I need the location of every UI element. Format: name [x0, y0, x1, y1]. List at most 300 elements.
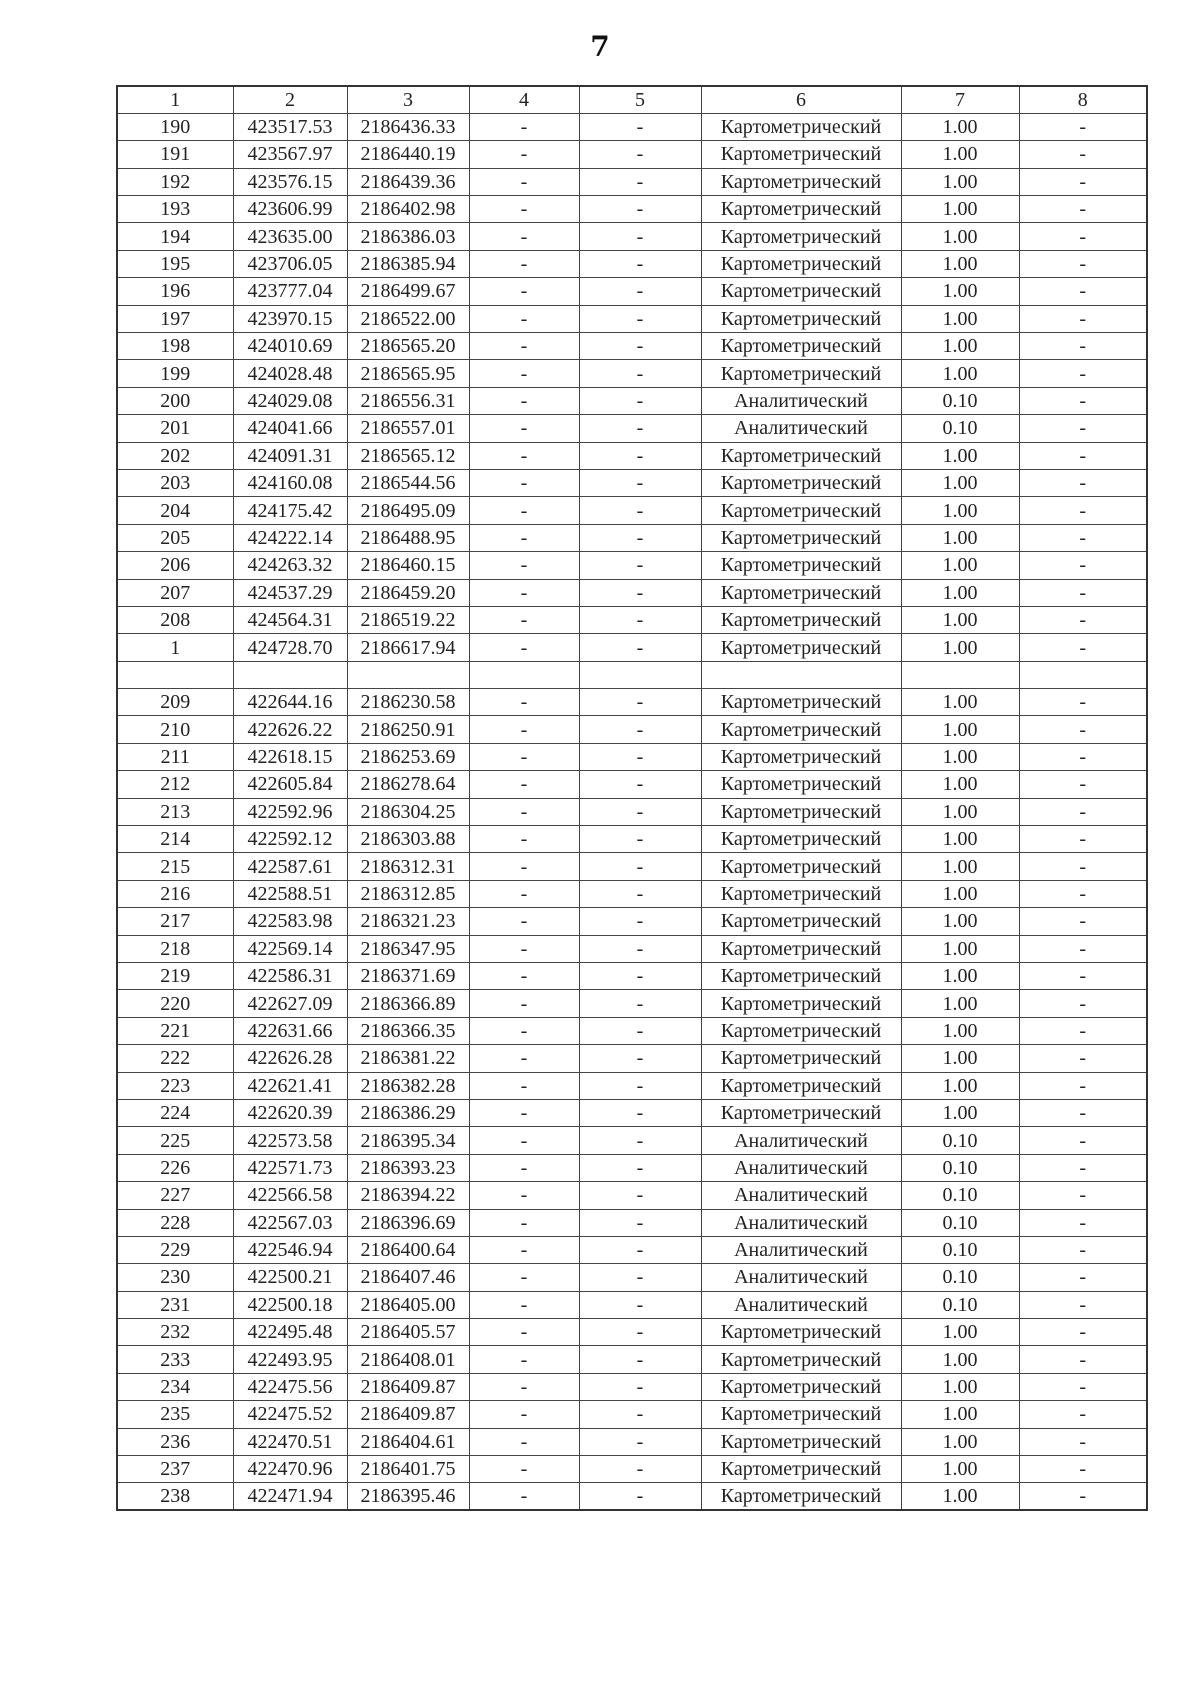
table-cell: Картометрический [701, 1428, 901, 1455]
table-cell: 422500.21 [233, 1264, 347, 1291]
table-cell: 1.00 [901, 826, 1019, 853]
column-header: 2 [233, 86, 347, 113]
table-cell: 424160.08 [233, 469, 347, 496]
table-cell: - [469, 1346, 579, 1373]
table-cell: 1.00 [901, 442, 1019, 469]
table-cell: - [579, 963, 701, 990]
table-cell: 210 [117, 716, 233, 743]
table-cell: 214 [117, 826, 233, 853]
table-cell: 1.00 [901, 305, 1019, 332]
table-cell: - [1019, 196, 1147, 223]
table-cell [347, 661, 469, 688]
table-cell: 424222.14 [233, 524, 347, 551]
table-cell: Картометрический [701, 1099, 901, 1126]
table-cell: - [469, 853, 579, 880]
table-cell: Картометрический [701, 1401, 901, 1428]
table-cell: - [579, 1209, 701, 1236]
table-cell: - [469, 415, 579, 442]
table-row [117, 1236, 1147, 1263]
table-cell: 2186405.00 [347, 1291, 469, 1318]
table-cell: - [469, 935, 579, 962]
table-cell: - [1019, 1099, 1147, 1126]
table-cell: 424175.42 [233, 497, 347, 524]
table-cell: 2186396.69 [347, 1209, 469, 1236]
table-row [117, 387, 1147, 414]
table-cell: - [469, 1017, 579, 1044]
table-cell [579, 661, 701, 688]
table-cell: - [1019, 141, 1147, 168]
table-cell: 2186557.01 [347, 415, 469, 442]
column-header: 3 [347, 86, 469, 113]
table-cell: 1.00 [901, 278, 1019, 305]
table-cell: Картометрический [701, 771, 901, 798]
table-row [117, 1319, 1147, 1346]
table-cell: 2186382.28 [347, 1072, 469, 1099]
table-cell: - [579, 524, 701, 551]
table-cell: 216 [117, 880, 233, 907]
table-cell: 422546.94 [233, 1236, 347, 1263]
table-row [117, 963, 1147, 990]
table-cell: - [1019, 1182, 1147, 1209]
table-cell: 422569.14 [233, 935, 347, 962]
table-cell: 201 [117, 415, 233, 442]
table-cell: 232 [117, 1319, 233, 1346]
table-cell: 1.00 [901, 935, 1019, 962]
table-cell: 0.10 [901, 387, 1019, 414]
table-cell: - [469, 552, 579, 579]
table-cell: 1.00 [901, 908, 1019, 935]
table-cell: 2186459.20 [347, 579, 469, 606]
table-row [117, 141, 1147, 168]
table-cell: 2186488.95 [347, 524, 469, 551]
page-number: 7 [590, 30, 610, 63]
table-row [117, 826, 1147, 853]
table-cell: - [579, 908, 701, 935]
table-cell: - [1019, 524, 1147, 551]
table-cell: - [469, 113, 579, 140]
table-row [117, 1346, 1147, 1373]
table-cell [901, 661, 1019, 688]
table-cell: 422470.51 [233, 1428, 347, 1455]
table-cell: 424564.31 [233, 606, 347, 633]
table-cell: 1.00 [901, 552, 1019, 579]
table-cell: Картометрический [701, 278, 901, 305]
table-cell: 1.00 [901, 963, 1019, 990]
table-cell: 422493.95 [233, 1346, 347, 1373]
table-cell: 2186312.85 [347, 880, 469, 907]
table-cell: 422631.66 [233, 1017, 347, 1044]
table-cell: 424537.29 [233, 579, 347, 606]
column-header: 4 [469, 86, 579, 113]
table-cell: 2186519.22 [347, 606, 469, 633]
table-cell: - [579, 579, 701, 606]
table-cell: 423777.04 [233, 278, 347, 305]
table-row [117, 606, 1147, 633]
table-row [117, 305, 1147, 332]
table-cell: - [1019, 1017, 1147, 1044]
table-row [117, 1428, 1147, 1455]
table-cell: 228 [117, 1209, 233, 1236]
table-cell: - [1019, 1291, 1147, 1318]
table-row [117, 113, 1147, 140]
table-cell: 422627.09 [233, 990, 347, 1017]
table-cell: - [1019, 1319, 1147, 1346]
table-cell: - [469, 771, 579, 798]
table-cell: 1.00 [901, 716, 1019, 743]
table-cell: 213 [117, 798, 233, 825]
table-cell: - [469, 1099, 579, 1126]
table-cell: - [469, 250, 579, 277]
table-cell: 1.00 [901, 743, 1019, 770]
table-cell: Картометрический [701, 1045, 901, 1072]
table-cell: - [579, 1346, 701, 1373]
table-cell: Картометрический [701, 853, 901, 880]
table-cell: - [579, 1154, 701, 1181]
table-cell: Картометрический [701, 168, 901, 195]
table-row [117, 634, 1147, 661]
table-cell: - [579, 771, 701, 798]
table-cell: - [579, 1045, 701, 1072]
table-cell: 1.00 [901, 223, 1019, 250]
table-cell: 217 [117, 908, 233, 935]
table-row [117, 524, 1147, 551]
table-cell: - [579, 305, 701, 332]
table-cell: - [1019, 1264, 1147, 1291]
table-cell: - [579, 1099, 701, 1126]
table-cell: 0.10 [901, 1154, 1019, 1181]
table-cell: - [1019, 716, 1147, 743]
table-row [117, 1154, 1147, 1181]
table-cell: 2186556.31 [347, 387, 469, 414]
table-cell: Картометрический [701, 442, 901, 469]
table-cell: 424041.66 [233, 415, 347, 442]
table-cell: 0.10 [901, 1182, 1019, 1209]
table-cell: 2186405.57 [347, 1319, 469, 1346]
table-cell: 238 [117, 1483, 233, 1510]
table-cell: - [1019, 853, 1147, 880]
table-cell: Картометрический [701, 113, 901, 140]
table-cell: 198 [117, 333, 233, 360]
table-row [117, 196, 1147, 223]
table-cell: 1.00 [901, 141, 1019, 168]
table-cell: 0.10 [901, 1264, 1019, 1291]
table-cell: 204 [117, 497, 233, 524]
table-cell: Аналитический [701, 1182, 901, 1209]
table-cell [469, 661, 579, 688]
table-cell: 422571.73 [233, 1154, 347, 1181]
table-cell: 1.00 [901, 250, 1019, 277]
table-cell: 423635.00 [233, 223, 347, 250]
table-cell: - [1019, 360, 1147, 387]
coordinates-table [116, 85, 1148, 1511]
table-cell: 422587.61 [233, 853, 347, 880]
table-cell: 199 [117, 360, 233, 387]
table-cell: 227 [117, 1182, 233, 1209]
table-cell: 2186617.94 [347, 634, 469, 661]
table-cell: Картометрический [701, 524, 901, 551]
table-row [117, 1209, 1147, 1236]
table-cell: 1.00 [901, 1045, 1019, 1072]
table-cell: 192 [117, 168, 233, 195]
table-cell: - [469, 1182, 579, 1209]
table-cell: Картометрический [701, 250, 901, 277]
table-cell: - [1019, 333, 1147, 360]
table-row [117, 1182, 1147, 1209]
column-header: 8 [1019, 86, 1147, 113]
table-row [117, 552, 1147, 579]
table-cell: 422620.39 [233, 1099, 347, 1126]
table-cell: 224 [117, 1099, 233, 1126]
table-cell: 1.00 [901, 1099, 1019, 1126]
table-cell: 0.10 [901, 415, 1019, 442]
table-cell: 2186278.64 [347, 771, 469, 798]
table-cell: Аналитический [701, 1291, 901, 1318]
table-row [117, 1483, 1147, 1510]
table-cell: 1.00 [901, 497, 1019, 524]
table-cell: Картометрический [701, 1072, 901, 1099]
table-cell: 422626.28 [233, 1045, 347, 1072]
table-cell: - [579, 469, 701, 496]
table-cell: 424263.32 [233, 552, 347, 579]
table-cell: 422470.96 [233, 1456, 347, 1483]
table-cell: - [1019, 250, 1147, 277]
table-cell: - [1019, 1346, 1147, 1373]
table-cell: 1.00 [901, 1456, 1019, 1483]
table-cell: 222 [117, 1045, 233, 1072]
table-cell: - [469, 1236, 579, 1263]
table-cell: 2186386.03 [347, 223, 469, 250]
table-cell: 423576.15 [233, 168, 347, 195]
table-cell: Картометрический [701, 1346, 901, 1373]
table-cell: 207 [117, 579, 233, 606]
table-cell: - [1019, 278, 1147, 305]
table-cell: - [1019, 552, 1147, 579]
table-cell: - [469, 1154, 579, 1181]
table-cell: 1.00 [901, 1483, 1019, 1510]
table-cell: 218 [117, 935, 233, 962]
table-cell: - [579, 196, 701, 223]
table-row [117, 497, 1147, 524]
table-cell: 2186522.00 [347, 305, 469, 332]
table-cell: - [579, 716, 701, 743]
table-row [117, 771, 1147, 798]
table-cell: - [579, 743, 701, 770]
table-cell: - [579, 634, 701, 661]
table-cell: - [469, 1072, 579, 1099]
table-cell: Аналитический [701, 1154, 901, 1181]
table-cell: - [469, 1264, 579, 1291]
table-cell: - [469, 716, 579, 743]
table-cell: - [1019, 223, 1147, 250]
table-cell: - [1019, 113, 1147, 140]
table-cell: 2186440.19 [347, 141, 469, 168]
table-cell: 2186385.94 [347, 250, 469, 277]
table-cell: 2186366.35 [347, 1017, 469, 1044]
table-cell: 221 [117, 1017, 233, 1044]
table-cell: Картометрический [701, 826, 901, 853]
table-cell: - [469, 908, 579, 935]
table-cell: 200 [117, 387, 233, 414]
table-row [117, 469, 1147, 496]
table-cell: - [579, 1182, 701, 1209]
table-cell: - [1019, 387, 1147, 414]
table-cell: - [469, 196, 579, 223]
table-row [117, 415, 1147, 442]
table-row [117, 1017, 1147, 1044]
table-cell: - [579, 250, 701, 277]
table-cell: 422626.22 [233, 716, 347, 743]
table-cell: Картометрический [701, 606, 901, 633]
table-cell: - [469, 442, 579, 469]
table-cell: 424029.08 [233, 387, 347, 414]
table-row [117, 168, 1147, 195]
table-cell: Аналитический [701, 415, 901, 442]
table-cell: 234 [117, 1373, 233, 1400]
table-row [117, 1291, 1147, 1318]
table-cell: 190 [117, 113, 233, 140]
table-cell: 424091.31 [233, 442, 347, 469]
table-cell: - [579, 1319, 701, 1346]
table-cell: Картометрический [701, 798, 901, 825]
table-cell: 202 [117, 442, 233, 469]
table-cell: - [469, 168, 579, 195]
table-cell: - [469, 606, 579, 633]
table-cell: 1.00 [901, 990, 1019, 1017]
table-cell: 2186230.58 [347, 689, 469, 716]
table-cell: Картометрический [701, 579, 901, 606]
table-cell: - [469, 1401, 579, 1428]
table-cell: Аналитический [701, 387, 901, 414]
table-cell: 1.00 [901, 1346, 1019, 1373]
table-cell: - [579, 798, 701, 825]
table-cell: - [1019, 908, 1147, 935]
table-cell: 236 [117, 1428, 233, 1455]
table-cell: - [1019, 1428, 1147, 1455]
table-cell: 2186409.87 [347, 1401, 469, 1428]
table-row [117, 1099, 1147, 1126]
table-cell: - [469, 579, 579, 606]
table-cell: 226 [117, 1154, 233, 1181]
table-cell: 422500.18 [233, 1291, 347, 1318]
table-cell: 208 [117, 606, 233, 633]
table-row [117, 1045, 1147, 1072]
table-cell: - [469, 141, 579, 168]
table-cell: 422592.12 [233, 826, 347, 853]
table-cell: - [579, 606, 701, 633]
table-cell: - [1019, 880, 1147, 907]
table-cell: - [469, 880, 579, 907]
table-cell: 2186495.09 [347, 497, 469, 524]
table-cell: 1.00 [901, 880, 1019, 907]
table-cell: Картометрический [701, 1483, 901, 1510]
table-cell: 1.00 [901, 168, 1019, 195]
table-cell: Картометрический [701, 743, 901, 770]
table-cell: 205 [117, 524, 233, 551]
table-cell: - [469, 387, 579, 414]
table-cell: - [579, 1127, 701, 1154]
table-cell: - [579, 1264, 701, 1291]
table-cell: - [469, 1209, 579, 1236]
table-cell: - [579, 1072, 701, 1099]
table-cell: Картометрический [701, 1456, 901, 1483]
table-cell: - [469, 743, 579, 770]
table-cell: 2186499.67 [347, 278, 469, 305]
table-cell: Картометрический [701, 935, 901, 962]
table-cell: - [1019, 771, 1147, 798]
table-cell: Картометрический [701, 223, 901, 250]
table-cell: 0.10 [901, 1291, 1019, 1318]
table-cell: - [1019, 1373, 1147, 1400]
table-row [117, 1264, 1147, 1291]
table-cell: 1.00 [901, 771, 1019, 798]
table-cell: - [469, 990, 579, 1017]
table-cell: - [579, 990, 701, 1017]
table-cell: - [579, 1236, 701, 1263]
table-cell: - [469, 333, 579, 360]
table-cell: Картометрический [701, 908, 901, 935]
table-cell: 1.00 [901, 113, 1019, 140]
table-cell: 422618.15 [233, 743, 347, 770]
table-cell: - [579, 880, 701, 907]
table-row [117, 442, 1147, 469]
table-cell: 2186304.25 [347, 798, 469, 825]
table-cell: 2186439.36 [347, 168, 469, 195]
table-cell: 2186250.91 [347, 716, 469, 743]
table-cell: - [1019, 606, 1147, 633]
table-cell [117, 661, 233, 688]
table-cell: 1.00 [901, 524, 1019, 551]
table-cell: 220 [117, 990, 233, 1017]
table-cell: 231 [117, 1291, 233, 1318]
table-cell: 1.00 [901, 1319, 1019, 1346]
table-cell: - [1019, 798, 1147, 825]
table-row [117, 880, 1147, 907]
table-cell: Картометрический [701, 880, 901, 907]
table-cell: - [1019, 634, 1147, 661]
table-cell: - [579, 853, 701, 880]
table-cell: - [579, 360, 701, 387]
table-cell: 2186565.12 [347, 442, 469, 469]
table-cell: - [469, 1319, 579, 1346]
table-cell: 1.00 [901, 1401, 1019, 1428]
table-cell: - [579, 1483, 701, 1510]
table-cell: 1.00 [901, 469, 1019, 496]
table-row [117, 990, 1147, 1017]
table-row [117, 908, 1147, 935]
table-row [117, 223, 1147, 250]
table-cell: 422495.48 [233, 1319, 347, 1346]
table-cell: 422573.58 [233, 1127, 347, 1154]
table-cell: 194 [117, 223, 233, 250]
table-cell: 191 [117, 141, 233, 168]
table-cell: - [579, 223, 701, 250]
table-cell: Картометрический [701, 469, 901, 496]
table-cell: 193 [117, 196, 233, 223]
table-row [117, 1072, 1147, 1099]
table-cell: - [1019, 1236, 1147, 1263]
table-cell: - [579, 442, 701, 469]
table-cell: Картометрический [701, 689, 901, 716]
table-cell: - [579, 935, 701, 962]
table-cell: - [1019, 415, 1147, 442]
table-cell: 2186394.22 [347, 1182, 469, 1209]
table-cell: 422588.51 [233, 880, 347, 907]
table-cell: - [469, 634, 579, 661]
table-cell: - [469, 1127, 579, 1154]
table-cell: - [579, 1017, 701, 1044]
table-cell: 2186371.69 [347, 963, 469, 990]
table-cell: 1.00 [901, 798, 1019, 825]
